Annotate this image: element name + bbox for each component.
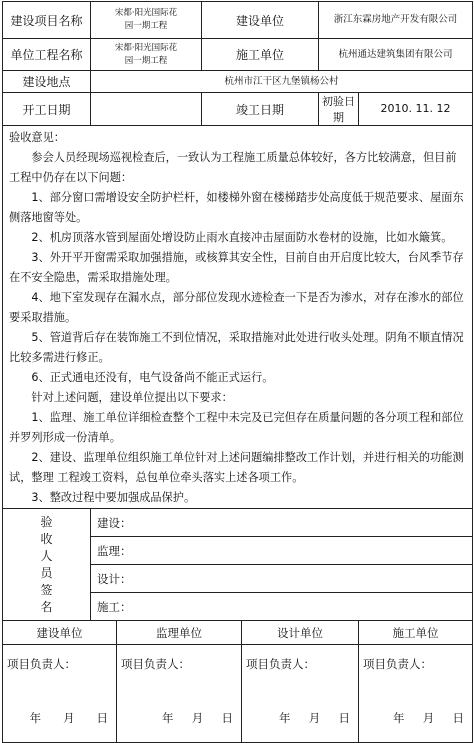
opinion-paragraph: 1、监理、施工单位详细检查整个工程中未完及已完但存在质量问题的各分项工程和部位并罗列形成一份清单。 — [9, 411, 464, 444]
opinion-paragraph: 2、建设、监理单位组织施工单位针对上述问题编排整改工作计划，并进行相关的功能测试，整理 工程竣工资料，总包单位牵头落实上述各项工作。 — [9, 451, 464, 484]
construction-label: 施工单位 — [202, 39, 319, 71]
footer-cell-contractor — [359, 645, 473, 743]
month-label: 月 — [63, 711, 75, 725]
day-label: 日 — [338, 711, 351, 725]
footer-cell-supervisor — [117, 645, 242, 743]
footer-col-supervisor: 监理单位 — [117, 621, 242, 645]
opinion-paragraph: 2、机房顶落水管到屋面处增设防止雨水直接冲击屋面防水卷材的设施，比如水簸箕。 — [31, 231, 453, 244]
project-name-text: 宋都·阳光国际花园一期工程 — [114, 8, 178, 31]
acceptance-opinion — [3, 126, 473, 509]
signer-contractor: 施工： — [91, 593, 473, 621]
location-label: 建设地点 — [3, 71, 91, 93]
location-value: 杭州市江干区九堡镇杨公村 — [91, 71, 473, 93]
opinion-paragraph: 3、整改过程中要加强成品保护。 — [31, 491, 196, 504]
opinion-title: 验收意见： — [9, 131, 65, 144]
signers-group-label — [3, 509, 91, 621]
acceptance-form-table — [2, 1, 473, 743]
project-manager-label: 项目负责人： — [121, 657, 191, 671]
date-line — [246, 710, 354, 726]
opinion-paragraph: 1、部分窗口需增设安全防护栏杆，如楼梯外窗在楼梯踏步处高度低于规范要求、屋面东侧落地窗等处。 — [9, 191, 464, 224]
signer-supervisor: 监理： — [91, 537, 473, 565]
footer-col-contractor: 施工单位 — [359, 621, 473, 645]
completion-date-label: 竣工日期 — [202, 93, 319, 126]
year-label: 年 — [161, 711, 174, 725]
year-label: 年 — [29, 711, 42, 725]
unit-project-label: 单位工程名称 — [3, 39, 91, 71]
project-manager-label: 项目负责人： — [7, 657, 76, 671]
start-date-value — [91, 93, 202, 126]
project-name-label: 建设项目名称 — [3, 2, 91, 39]
month-label: 月 — [191, 711, 204, 725]
date-line — [121, 710, 237, 726]
year-label: 年 — [392, 711, 405, 725]
opinion-paragraph: 针对上述问题，建设单位提出以下要求： — [31, 391, 233, 404]
date-line — [363, 710, 468, 726]
unit-project-value — [91, 39, 202, 71]
footer-col-builder: 建设单位 — [3, 621, 117, 645]
builder-label: 建设单位 — [202, 2, 319, 39]
project-manager-label: 项目负责人： — [246, 657, 316, 671]
opinion-paragraph: 6、正式通电还没有，电气设备尚不能正式运行。 — [31, 371, 274, 384]
unit-project-text: 宋都·阳光国际花园一期工程 — [114, 42, 178, 66]
date-line — [7, 710, 112, 726]
signer-designer: 设计： — [91, 565, 473, 593]
footer-col-designer: 设计单位 — [242, 621, 359, 645]
initial-inspection-date: 2010. 11. 12 — [359, 93, 473, 126]
signer-builder: 建设： — [91, 509, 473, 537]
month-label: 月 — [308, 711, 321, 725]
day-label: 日 — [221, 711, 234, 725]
signers-group-text: 验收人员签名 — [40, 514, 53, 614]
opinion-paragraph: 5、管道背后存在装饰施工不到位情况，采取措施对此处进行收头处理。阴角不顺直情况比较多需进行修正。 — [9, 331, 464, 364]
acceptance-form-page — [0, 1, 474, 724]
construction-value: 杭州通达建筑集团有限公司 — [319, 39, 473, 71]
day-label: 日 — [452, 711, 465, 725]
day-label: 日 — [96, 711, 109, 725]
opinion-paragraph: 3、外开平开窗需采取加强措施，或核算其安全性，目前自由开启度比较大，台风季节存在不安全隐患，需采取措施处理。 — [9, 251, 464, 284]
builder-value: 浙江东霖房地产开发有限公司 — [319, 2, 473, 39]
year-label: 年 — [278, 711, 291, 725]
footer-cell-designer — [242, 645, 359, 743]
opinion-paragraph: 4、地下室发现存在漏水点，部分部位发现水迹检查一下是否为渗水，对存在渗水的部位要采取措施。 — [9, 291, 464, 324]
initial-inspection-label: 初验日期 — [319, 93, 359, 126]
start-date-label: 开工日期 — [3, 93, 91, 126]
project-name-value — [91, 2, 202, 39]
project-manager-label: 项目负责人： — [363, 657, 433, 671]
footer-cell-builder — [3, 645, 117, 743]
opinion-paragraph: 参会人员经现场巡视检查后，一致认为工程施工质量总体较好，各方比较满意，但目前工程中仍存在以下问题： — [9, 151, 457, 184]
month-label: 月 — [422, 711, 435, 725]
